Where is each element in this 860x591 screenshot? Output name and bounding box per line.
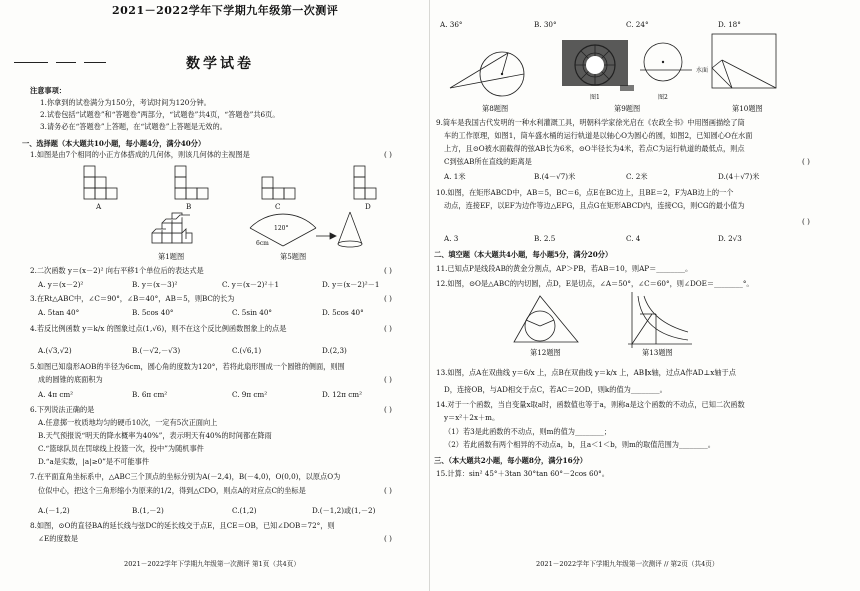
figure-caption: 第10题图	[732, 104, 763, 113]
question-9-cont: C到弦AB所在直线的距离是	[444, 157, 532, 166]
question-7-cont: 位似中心，把这个三角形缩小为原来的1/2，得到△CDO，则点A的对应点C的坐标是	[38, 486, 306, 495]
figure-caption: 第13题图	[642, 348, 673, 357]
fig9-sub-caption: 图2	[658, 94, 668, 101]
figure-caption: 第12题图	[530, 348, 561, 357]
answer-paren: ( )	[384, 375, 392, 384]
fig5-angle: 120°	[274, 225, 289, 232]
option-label: C	[275, 202, 281, 211]
question-14-cont: y＝x²＋2x＋m。	[444, 413, 500, 422]
answer-paren: ( )	[384, 324, 392, 333]
question-8-cont: ∠E的度数是	[38, 534, 79, 543]
option: A.(√3,√2)	[38, 346, 72, 355]
question-14-part: （2）若此函数有两个相异的不动点a，b，且a＜1＜b，则m的取值范围为________。	[444, 440, 715, 449]
option: D. 5cos 40°	[322, 308, 364, 317]
question-7: 7.在平面直角坐标系中，△ABC三个顶点的坐标分别为A(－2,4)，B(－4,0)，O(0,0)，以原点O为	[30, 472, 341, 481]
option: D. 18°	[718, 20, 741, 29]
option: A. 3	[444, 234, 459, 243]
question-15: 15.计算：sin² 45°＋3tan 30°tan 60°－2cos 60°。	[436, 469, 609, 478]
notice-item: 2.试卷包括“试题卷”和“答题卷”两部分，“试题卷”共4页，“答题卷”共6页。	[40, 110, 280, 119]
option: C. 24°	[626, 20, 649, 29]
answer-paren: ( )	[384, 405, 392, 414]
option: B.(1,－2)	[132, 506, 164, 515]
question-9-cont: 上方，且⊙O被水面截得的弦AB长为6米，⊙O半径长为4米，若点C为运行轨道的最低点，则点	[444, 144, 745, 153]
option-label: B	[186, 202, 192, 211]
option: A. 4π cm²	[38, 390, 74, 399]
option: A. y＝(x－2)²	[38, 280, 84, 289]
option: D. 2√3	[718, 234, 742, 243]
question-2: 2.二次函数 y＝(x－2)² 向右平移1个单位后的表达式是	[30, 266, 204, 275]
question-5: 5.如图已知扇形AOB的半径为6cm，圆心角的度数为120°，若将此扇形围成一个圆锥的侧面，则围	[30, 362, 345, 371]
section-title: 一、选择题（本大题共10小题，每小题4分，满分40分）	[22, 139, 206, 148]
option: C.(√6,1)	[232, 346, 262, 355]
option: A.(－1,2)	[38, 506, 70, 515]
answer-paren: ( )	[384, 534, 392, 543]
question-10: 10.如图，在矩形ABCD中，AB＝5，BC＝6，点E在BC边上，且BE＝2，F为AB边上的一个	[436, 188, 734, 197]
answer-paren: ( )	[802, 217, 810, 226]
figures-12-13	[430, 0, 860, 591]
figure-caption: 第1题图	[158, 252, 185, 261]
option-label: D	[365, 202, 371, 211]
option: C. 5sin 40°	[232, 308, 273, 317]
option-label: A	[96, 202, 102, 211]
answer-paren: ( )	[384, 294, 392, 303]
option: D. y＝(x－2)²－1	[322, 280, 380, 289]
option: D.“a是实数，|a|≥0”是不可能事件	[38, 457, 150, 466]
page-footer: 2021－2022学年下学期九年级第一次测评 // 第2页（共4页）	[536, 560, 719, 568]
subject-title: 数学试卷	[186, 56, 254, 72]
question-5-cont: 成的圆锥的底面积为	[38, 375, 103, 384]
section-title: 二、填空题（本大题共4小题，每小题5分，满分20分）	[434, 250, 613, 259]
option: A. 5tan 40°	[38, 308, 80, 317]
question-12: 12.如图，⊙O是△ABC的内切圆，点D，E是切点，∠A＝50°，∠C＝60°，则∠DOE＝________°。	[436, 279, 754, 288]
question-8: 8.如图，⊙O的直径BA的延长线与弦DC的延长线交于点E，且CE＝OB，已知∠DOB＝72°，则	[30, 521, 335, 530]
option: B. 2.5	[534, 234, 556, 243]
option: A. 1米	[444, 172, 466, 181]
question-10-cont: 动点，连接EF，以EF为边作等边△EFG，且点G在矩形ABCD内，连接CG，则CG的最小值为	[444, 201, 745, 210]
answer-paren: ( )	[384, 266, 392, 275]
option: B. y＝(x－3)²	[132, 280, 178, 289]
question-4: 4.若反比例函数 y＝k/x 的图象过点(1,√6)，则不在这个反比例函数图象上的点是	[30, 324, 287, 333]
option: B. 30°	[534, 20, 557, 29]
question-9-cont: 车的工作原理，如图1，筒车盛水桶的运行轨道是以轴心O为圆心的圆，如图2，已知圆心O在水面	[444, 131, 753, 140]
option: B. 6π cm²	[132, 390, 168, 399]
section-title: 三、（本大题共2小题，每小题8分，满分16分）	[434, 456, 587, 465]
question-14-part: （1）若3是此函数的不动点，则m的值为________；	[444, 427, 611, 436]
option: A. 36°	[440, 20, 463, 29]
option: B. 5cos 40°	[132, 308, 174, 317]
figure-caption: 第5题图	[280, 252, 307, 261]
option: D.(－1,2)或(1,－2)	[312, 506, 376, 515]
option: A.任意掷一枚质地均匀的硬币10次，一定有5次正面向上	[38, 418, 218, 427]
question-6: 6.下列说法正确的是	[30, 405, 95, 414]
fig9-water-label: 水面	[696, 67, 709, 74]
fig5-length: 6cm	[256, 240, 269, 247]
question-9: 9.筒车是我国古代发明的一种水利灌溉工具，明朝科学家徐光启在《农政全书》中用图画描绘了筒	[436, 118, 745, 127]
page-right	[430, 0, 860, 591]
option: C.(1,2)	[232, 506, 257, 515]
option: D.(4＋√7)米	[718, 172, 760, 181]
option: C. 4	[626, 234, 641, 243]
question-11: 11.已知点P是线段AB的黄金分割点，AP＞PB，若AB＝10，则AP＝________。	[436, 264, 693, 273]
question-14: 14.对于一个函数，当自变量x取a时，函数值也等于a，则称a是这个函数的不动点，已知二次函数	[436, 400, 745, 409]
figure-caption: 第8题图	[482, 104, 509, 113]
figure-caption: 第9题图	[614, 104, 641, 113]
option: B.(4－√7)米	[534, 172, 576, 181]
answer-paren: ( )	[384, 486, 392, 495]
exam-header: 2021－2022学年下学期九年级第一次测评	[112, 4, 339, 17]
question-3: 3.在Rt△ABC中，∠C＝90°，∠B＝40°，AB＝5，则BC的长为	[30, 294, 235, 303]
notice-item: 3.请务必在“答题卷”上答题，在“试题卷”上答题是无效的。	[40, 122, 227, 131]
fig9-sub-caption: 图1	[590, 94, 600, 101]
option: C.“篮球队员在罚球线上投篮一次，投中”为随机事件	[38, 444, 204, 453]
question-13: 13.如图，点A在双曲线 y＝6/x 上，点B在双曲线 y＝k/x 上，AB∥x轴，过点A作AD⊥x轴于点	[436, 368, 736, 377]
option: D. 12π cm²	[322, 390, 362, 399]
notice-item: 1.你拿到的试卷满分为150分，考试时间为120分钟。	[40, 98, 211, 107]
question-13-cont: D，连接OB，与AD相交于点C，若AC＝2OD，则k的值为________。	[444, 385, 667, 394]
notice-title: 注意事项：	[30, 86, 66, 95]
option: B.(－√2,－√3)	[132, 346, 181, 355]
option: C. 9π cm²	[232, 390, 268, 399]
option: B.天气预报说“明天的降水概率为40%”，表示明天有40%的时间都在降雨	[38, 431, 272, 440]
answer-paren: ( )	[384, 150, 392, 159]
answer-paren: ( )	[802, 157, 810, 166]
option: C. 2米	[626, 172, 648, 181]
option: C. y＝(x－2)²＋1	[222, 280, 280, 289]
question-1: 1.如图是由7个相同的小正方体搭成的几何体，则该几何体的主视图是	[30, 150, 250, 159]
option: D.(2,3)	[322, 346, 347, 355]
page-footer: 2021－2022学年下学期九年级第一次测评 第1页（共4页）	[124, 560, 300, 568]
